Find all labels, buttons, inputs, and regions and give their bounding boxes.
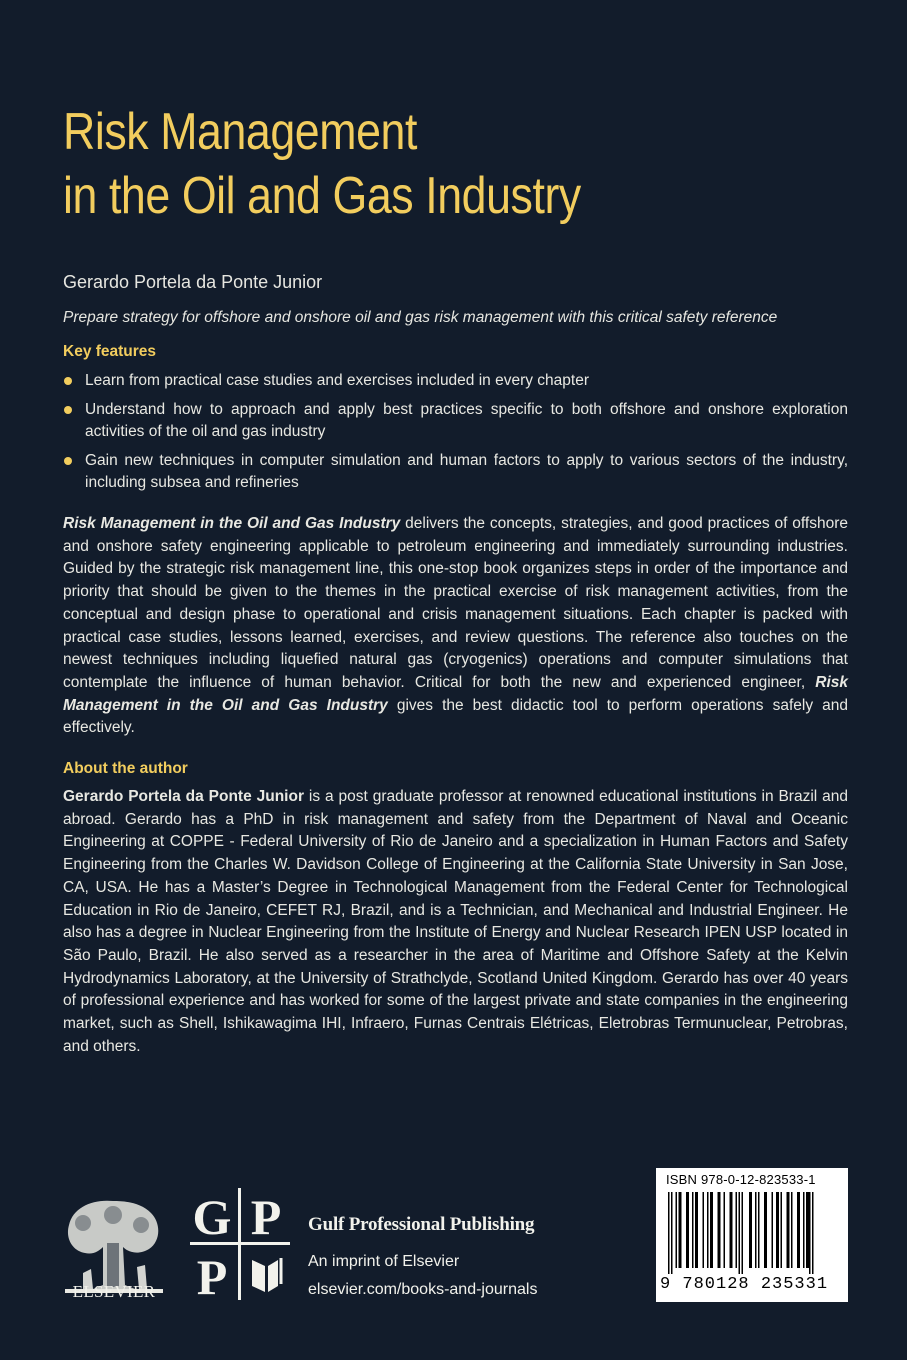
gpp-letter-g: G bbox=[192, 1189, 232, 1245]
title-line-1: Risk Management bbox=[63, 103, 417, 161]
description-title-ref-2: Risk Management in the Oil and Gas Industry bbox=[63, 673, 848, 714]
feature-item: Understand how to approach and apply best practices specific to both offshore and onshore exploration activities of the oil and gas industry bbox=[63, 399, 848, 444]
bullet-icon bbox=[64, 406, 72, 414]
key-features-list bbox=[63, 370, 848, 501]
description-title-ref: Risk Management in the Oil and Gas Industry bbox=[63, 515, 401, 532]
isbn-text: ISBN 978-0-12-823533-1 bbox=[666, 1172, 816, 1187]
bullet-icon bbox=[64, 377, 72, 385]
barcode-bars bbox=[664, 1192, 840, 1274]
barcode-digits: 9 780128 235331 bbox=[660, 1275, 829, 1294]
isbn-barcode bbox=[656, 1168, 848, 1302]
feature-item: Learn from practical case studies and exercises included in every chapter bbox=[63, 370, 848, 393]
publisher-name: Gulf Professional Publishing bbox=[308, 1214, 535, 1235]
author-name: Gerardo Portela da Ponte Junior bbox=[63, 272, 323, 292]
publisher-imprint: An imprint of Elsevier bbox=[308, 1253, 460, 1270]
bullet-icon bbox=[64, 457, 72, 465]
author-bio-name: Gerardo Portela da Ponte Junior bbox=[63, 788, 304, 805]
author-bio: Gerardo Portela da Ponte Junior is a post graduate professor at renowned educational institutions in Brazil and abroad. Gerardo has a PhD in risk management and safety from the Department of Naval and Oceanic Engineering at COPPE - Federal University of Rio de Janeiro and a specialization in Human Factors and Safety Engineering from the Charles W. Davidson College of Engineering at the California State University in San Jose, CA, USA. He has a Master’s Degree in Technological Management from the Federal Center for Technological Education in Rio de Janeiro, CEFET RJ, Brazil, and is a Technician, and Mechanical and Industrial Engineer. He also has a degree in Nuclear Engineering from the Institute of Energy and Nuclear Research IPEN USP located in São Paulo, Brazil. He also served as a researcher in the area of Maritime and Offshore Safety at the Kelvin Hydrodynamics Laboratory, at the University of Strathclyde, Scotland United Kingdom. Gerardo has over 40 years of professional experience and has worked for some of the largest private and state companies in the engineering market, such as Shell, Ishikawagima IHI, Infraero, Furnas Centrais Elétricas, Eletrobras Termunuclear, Petrobras, and others. bbox=[63, 788, 848, 1055]
feature-item: Gain new techniques in computer simulation and human factors to apply to various sectors of the industry, including subsea and refineries bbox=[63, 450, 848, 495]
gpp-letter-p: P bbox=[250, 1189, 282, 1245]
book-icon bbox=[252, 1258, 281, 1292]
tagline: Prepare strategy for offshore and onshore oil and gas risk management with this critical safety reference bbox=[63, 309, 778, 326]
publisher-website: elsevier.com/books-and-journals bbox=[308, 1281, 538, 1298]
title-line-2: in the Oil and Gas Industry bbox=[63, 167, 581, 225]
key-features-heading: Key features bbox=[63, 343, 157, 360]
elsevier-wordmark: ELSEVIER bbox=[72, 1282, 156, 1301]
gpp-logo bbox=[190, 1188, 290, 1300]
book-description: Risk Management in the Oil and Gas Industry delivers the concepts, strategies, and good practices of offshore and onshore safety engineering applicable to petroleum engineering and immediately surrounding industries. Guided by the strategic risk management line, this one-stop book organizes steps in order of the importance and priority that should be given to the themes in the practical exercise of risk management activities, from the conceptual and design phase to operational and crisis management situations. Each chapter is packed with practical case studies, lessons learned, exercises, and review questions. The reference also touches on the newest techniques including liquefied natural gas (cryogenics) operations and computer simulations that contemplate the influence of human behavior. Critical for both the new and experienced engineer, Risk Management in the Oil and Gas Industry gives the best didactic tool to perform operations safely and effectively. bbox=[63, 515, 848, 737]
gpp-letter-p-2: P bbox=[196, 1249, 228, 1300]
book-title bbox=[63, 100, 581, 228]
about-author-heading: About the author bbox=[63, 760, 188, 777]
